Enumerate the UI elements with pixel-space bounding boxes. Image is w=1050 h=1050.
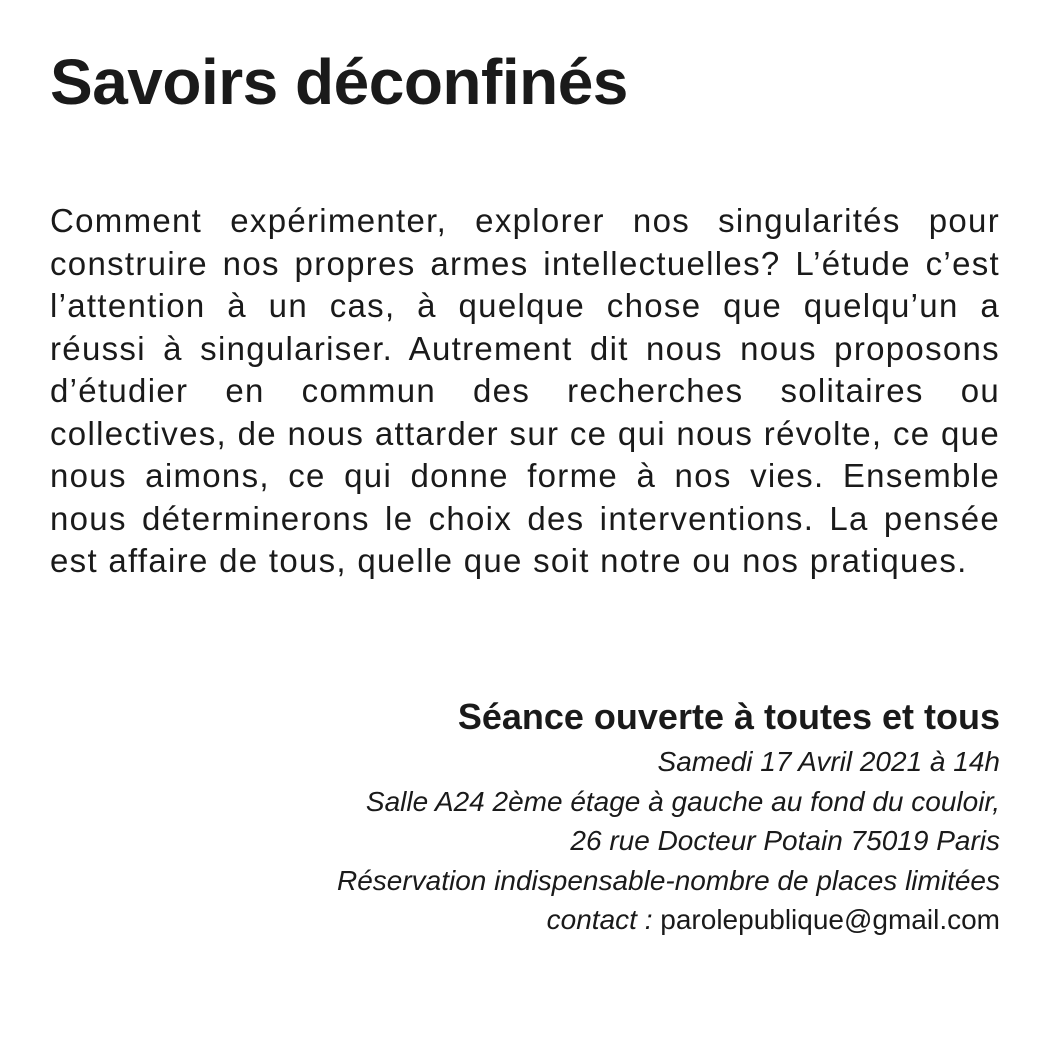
session-date: Samedi 17 Avril 2021 à 14h <box>657 746 1000 777</box>
session-info <box>50 692 1000 940</box>
session-contact <box>50 900 1000 940</box>
contact-label: contact : <box>546 904 653 935</box>
session-room: Salle A24 2ème étage à gauche au fond du couloir, <box>365 785 1000 817</box>
contact-email[interactable]: parolepublique@gmail.com <box>660 904 1000 935</box>
session-reservation: Réservation indispensable-nombre de places limitées <box>336 864 1000 896</box>
description-paragraph: Comment expérimenter, explorer nos singularités pour construire nos propres armes intellectuelles? L’étude c’est l’attention à un cas, à quelque chose que quelqu’un a réussi à singulariser. Autrement dit nous nous proposons d’étudier en commun des recherches solitaires ou collectives, de nous attarder sur ce qui nous révolte, ce que nous aimons, ce qui donne forme à nos vies. Ensemble nous déterminerons le choix des interventions. La pensée est affaire de tous, quelle que soit notre ou nos pratiques. <box>50 202 1000 579</box>
page-title: Savoirs déconfinés <box>50 46 628 118</box>
session-address: 26 rue Docteur Potain 75019 Paris <box>570 825 1000 856</box>
session-heading: Séance ouverte à toutes et tous <box>457 696 1000 737</box>
